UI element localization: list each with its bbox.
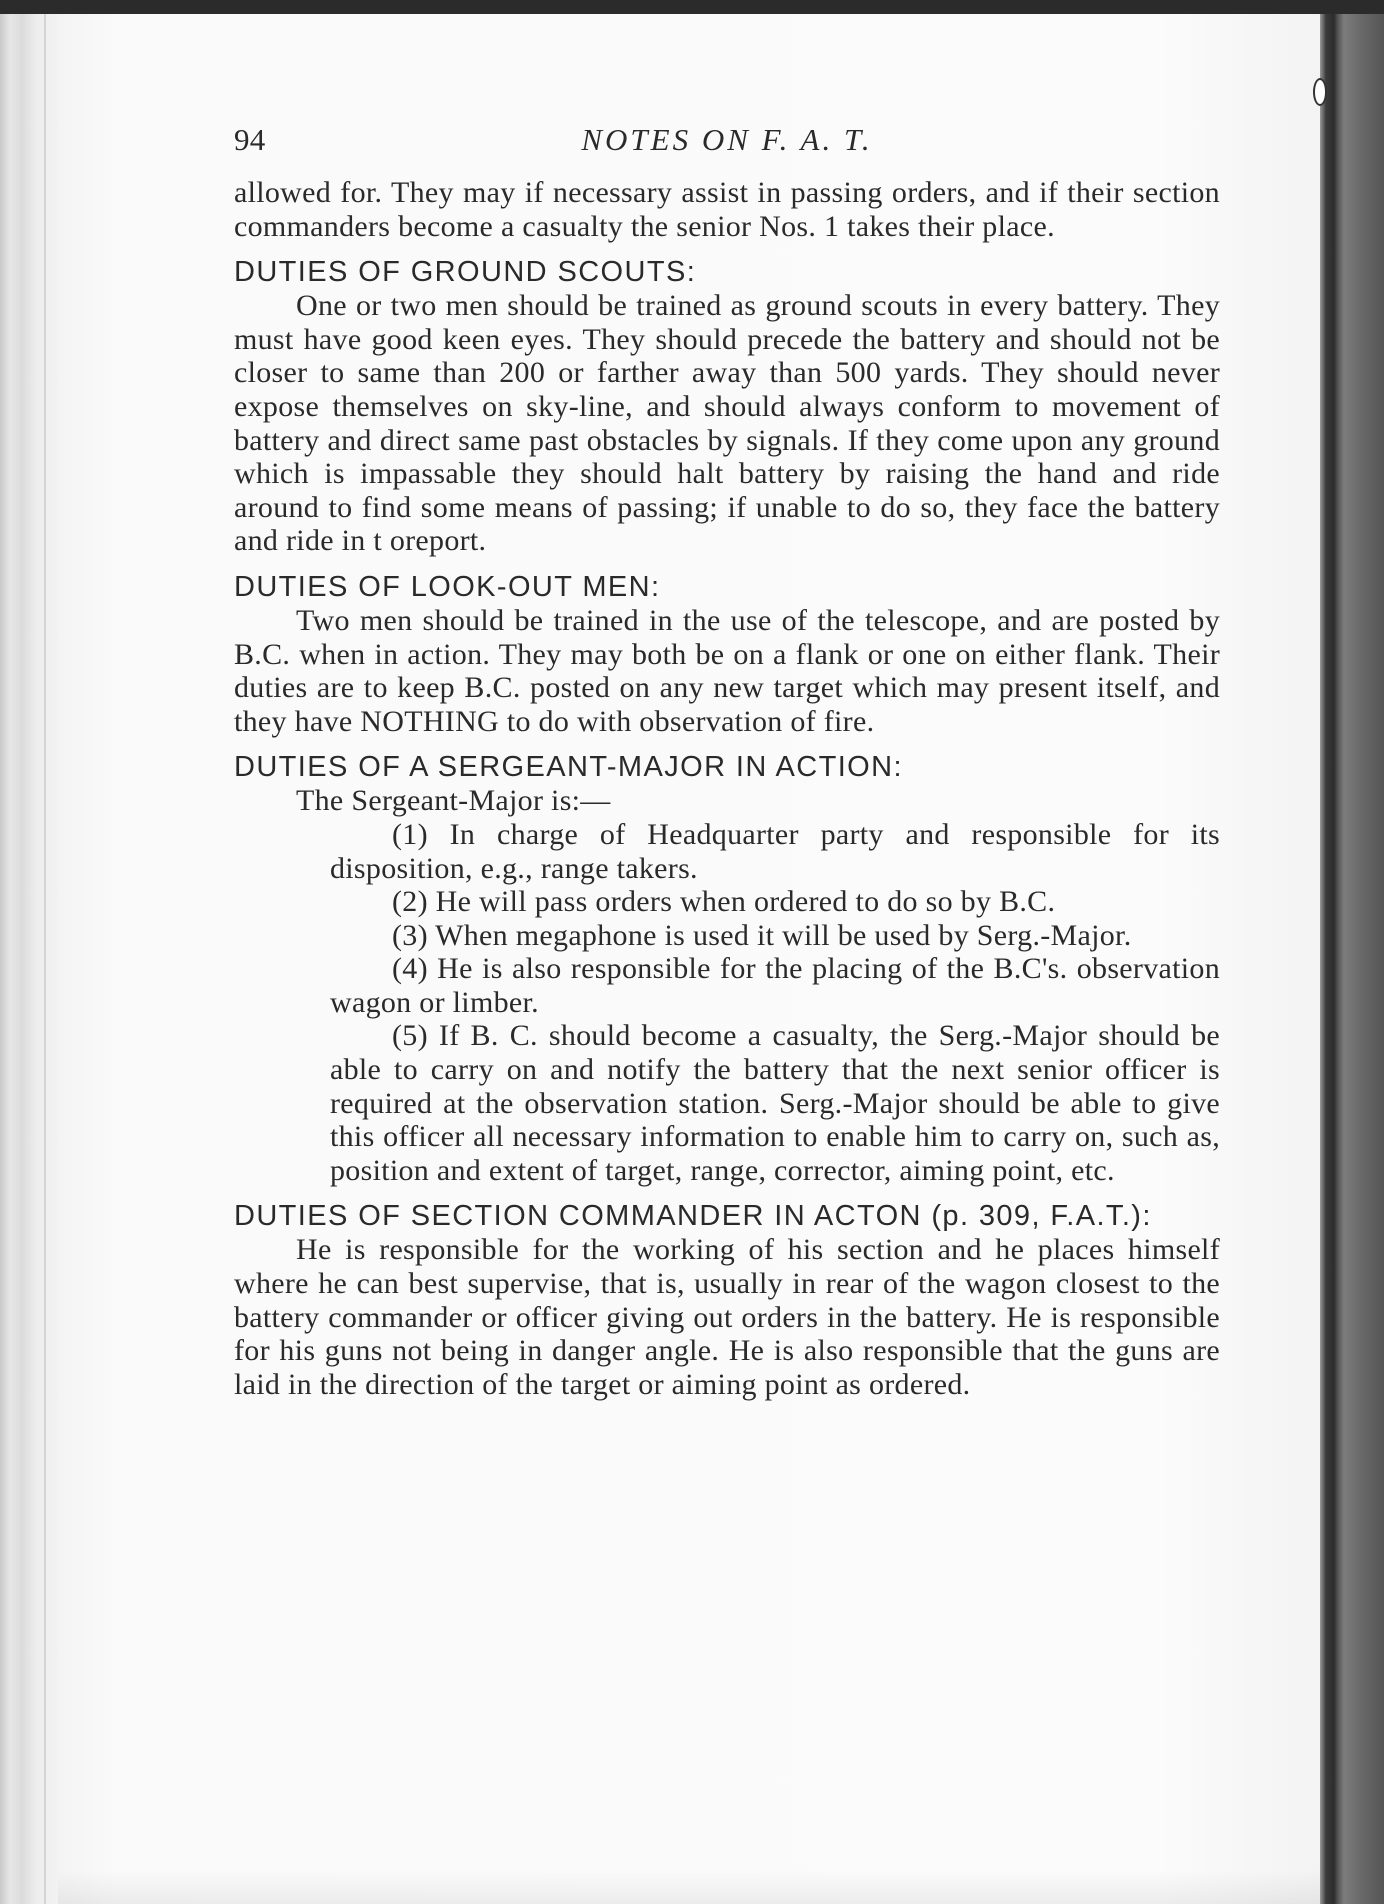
running-title: NOTES ON F. A. T. (581, 122, 873, 157)
scan-border-top (0, 0, 1384, 14)
page-text-block (234, 118, 1220, 1401)
heading-section-commander: DUTIES OF SECTION COMMANDER IN ACTON (p. 309, F.A.T.): (234, 1200, 1152, 1233)
duty-list-item: (4) He is also responsible for the placing of the B.C's. observation wagon or limber. (330, 952, 1220, 1019)
paragraph-look-out-men: Two men should be trained in the use of the telescope, and are posted by B.C. when in action. They may both be on a flank or one on either flank. Their duties are to keep B.C. posted on any new target which may present itself, and they have NOTHING to do with observation of fire. (234, 603, 1220, 738)
duty-list-item: (1) In charge of Headquarter party and responsible for its disposition, e.g., range takers. (330, 817, 1220, 885)
sergeant-major-intro: The Sergeant-Major is:— (296, 784, 611, 818)
paragraph-section-commander: He is responsible for the working of his section and he places himself where he can best supervise, that is, usually in rear of the wagon closest to the battery commander or officer giving out orders in the battery. He is responsible for his guns not being in danger angle. He is also responsible that the guns are laid in the direction of the target or aiming point as ordered. (234, 1233, 1220, 1401)
running-head (234, 118, 1220, 158)
book-gutter (1320, 14, 1384, 1904)
duty-list-item: (2) He will pass orders when ordered to do so by B.C. (392, 885, 1056, 919)
binding-notch (1313, 78, 1327, 106)
heading-sergeant-major: DUTIES OF A SERGEANT-MAJOR IN ACTION: (234, 751, 903, 784)
heading-ground-scouts: DUTIES OF GROUND SCOUTS: (234, 256, 697, 289)
duty-list-item: (3) When megaphone is used it will be used by Serg.-Major. (392, 918, 1132, 952)
heading-look-out-men: DUTIES OF LOOK-OUT MEN: (234, 570, 661, 603)
page-bottom-shade (58, 1870, 1320, 1904)
paragraph-ground-scouts: One or two men should be trained as ground scouts in every battery. They must have good keen eyes. They should precede the battery and should not be closer to same than 200 or farther away than 500 yards. They should never expose themselves on sky-line, and should always conform to movement of battery and direct same past obstacles by signals. If they come upon any ground which is impassable they should halt battery by raising the hand and ride around to find some means of passing; if unable to do so, they face the battery and ride in t oreport. (234, 289, 1220, 558)
continuation-paragraph: allowed for. They may if necessary assist in passing orders, and if their section commanders become a casualty the senior Nos. 1 takes their place. (234, 176, 1220, 243)
duty-list-item: (5) If B. C. should become a casualty, the Serg.-Major should be able to carry on and notify the battery that the next senior officer is required at the observation station. Serg.-Major should be able to give this officer all necessary information to enable him to carry on, such as, position and extent of target, range, corrector, aiming point, etc. (330, 1019, 1220, 1187)
page-stack-edge (0, 14, 58, 1904)
page-number: 94 (234, 122, 266, 157)
